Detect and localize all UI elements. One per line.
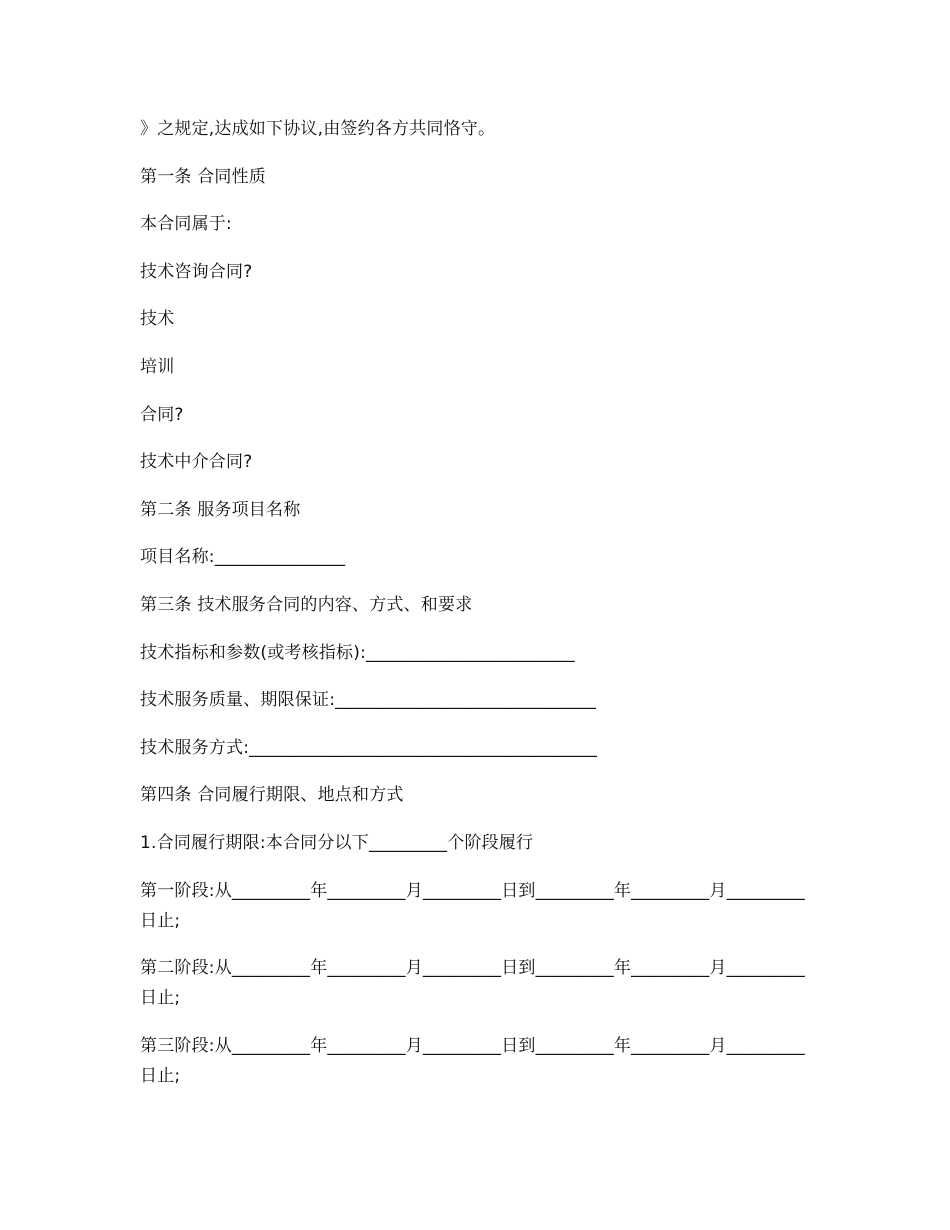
agreement-intro: 》之规定,达成如下协议,由签约各方共同恪守。 (140, 119, 496, 139)
phase-2-dates: 第二阶段:从_________年_________月_________日到_________年_________月_________日止; (140, 958, 805, 1009)
performance-period-field: 1.合同履行期限:本合同分以下_________个阶段履行 (140, 832, 534, 853)
service-quality-field: 技术服务质量、期限保证:______________________________ (140, 690, 597, 711)
contract-type-option-training: 培训 (140, 356, 175, 377)
contract-type-option-intermediary: 技术中介合同? (140, 452, 253, 473)
article-4-heading: 第四条 合同履行期限、地点和方式 (140, 785, 404, 806)
article-3-heading: 第三条 技术服务合同的内容、方式、和要求 (140, 594, 473, 615)
article-1-heading: 第一条 合同性质 (140, 166, 267, 187)
contract-type-option-consulting: 技术咨询合同? (140, 261, 253, 282)
service-method-field: 技术服务方式:________________________________________ (140, 737, 598, 758)
project-name-field: 项目名称:_______________ (140, 547, 346, 568)
phase-3-dates: 第三阶段:从_________年_________月_________日到_________年_________月_________日止; (140, 1035, 805, 1086)
contract-type-option-contract: 合同? (140, 404, 184, 425)
contract-type-label: 本合同属于: (140, 214, 232, 235)
phase-1-dates: 第一阶段:从_________年_________月_________日到_________年_________月_________日止; (140, 880, 805, 931)
article-2-heading: 第二条 服务项目名称 (140, 499, 301, 520)
document-body (140, 114, 820, 1108)
contract-type-option-technology: 技术 (140, 309, 175, 330)
technical-indicators-field: 技术指标和参数(或考核指标):________________________ (140, 642, 575, 663)
